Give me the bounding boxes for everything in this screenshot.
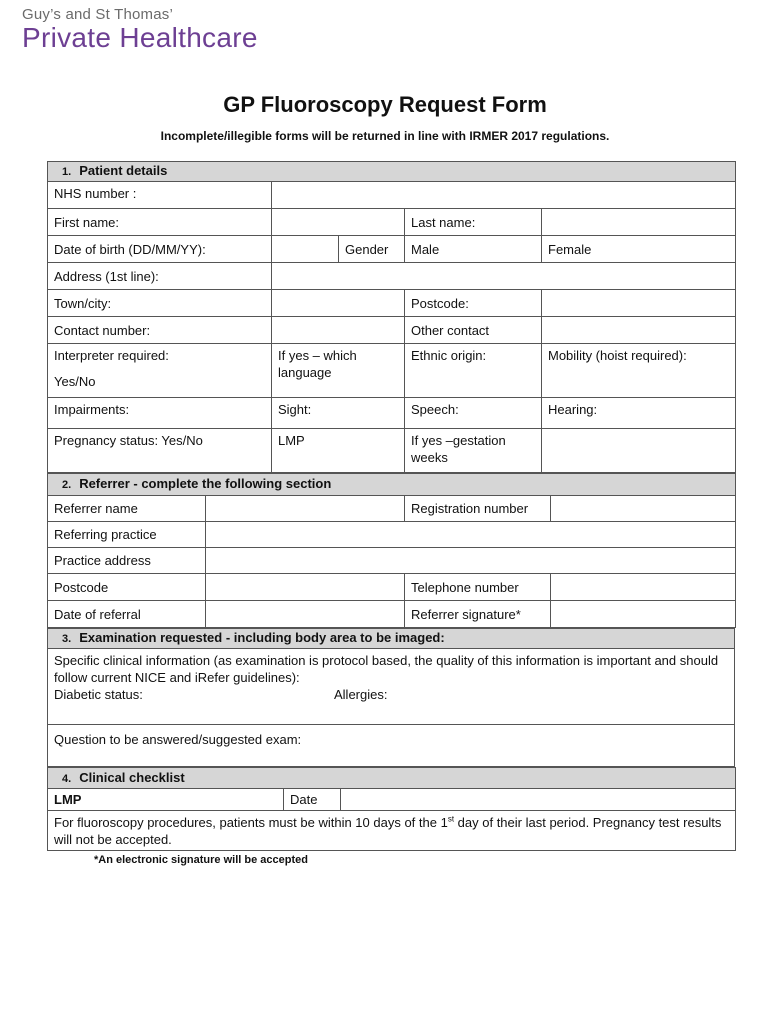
logo-line2: Private Healthcare	[22, 22, 258, 53]
pregnancy-rule-text: For fluoroscopy procedures, patients must be within 10 days of the 1st day of their last period. Pregnancy test results will not be accepted.	[48, 811, 736, 851]
signature-footnote: *An electronic signature will be accepted	[94, 854, 308, 866]
postcode-label: Postcode:	[405, 290, 542, 317]
gender-label: Gender	[339, 236, 405, 263]
question-label: Question to be answered/suggested exam:	[54, 732, 302, 747]
referrer-signature-field[interactable]	[551, 601, 736, 628]
gender-male-option[interactable]: Male	[405, 236, 542, 263]
contact-number-label: Contact number:	[48, 317, 272, 344]
nhs-number-field[interactable]	[272, 182, 736, 209]
last-name-field[interactable]	[542, 209, 736, 236]
speech-label: Speech:	[405, 398, 542, 429]
registration-number-label: Registration number	[405, 496, 551, 522]
checklist-date-label: Date	[284, 789, 341, 811]
sight-label: Sight:	[272, 398, 405, 429]
referrer-signature-label: Referrer signature*	[405, 601, 551, 628]
clinical-info-field[interactable]	[48, 649, 735, 725]
section-4-title: Clinical checklist	[79, 769, 185, 785]
lmp-label: LMP	[272, 429, 405, 473]
section-4-header: 4. Clinical checklist	[48, 768, 736, 789]
patient-details-table	[47, 161, 736, 473]
referrer-name-field[interactable]	[206, 496, 405, 522]
hearing-label: Hearing:	[542, 398, 736, 429]
impairments-label: Impairments:	[48, 398, 272, 429]
logo-line1: Guy’s and St Thomas’	[22, 6, 174, 23]
pregnancy-status-label: Pregnancy status: Yes/No	[48, 429, 272, 473]
dob-label: Date of birth (DD/MM/YY):	[48, 236, 272, 263]
referrer-name-label: Referrer name	[48, 496, 206, 522]
address-field[interactable]	[272, 263, 736, 290]
last-name-label: Last name:	[405, 209, 542, 236]
gestation-field[interactable]	[542, 429, 736, 473]
first-name-field[interactable]	[272, 209, 405, 236]
other-contact-field[interactable]	[542, 317, 736, 344]
gestation-label: If yes –gestation weeks	[405, 429, 542, 473]
dob-field[interactable]	[272, 236, 339, 263]
nhs-number-label: NHS number :	[48, 182, 272, 209]
clinical-info-label: Specific clinical information (as examination is protocol based, the quality of this information is important and should follow current NICE and iRefer guidelines):	[54, 653, 719, 685]
allergies-label: Allergies:	[334, 687, 388, 702]
referring-practice-label: Referring practice	[48, 522, 206, 548]
section-1-title: Patient details	[79, 163, 168, 178]
referring-practice-field[interactable]	[206, 522, 736, 548]
gender-female-option[interactable]: Female	[542, 236, 736, 263]
interpreter-cell	[48, 344, 272, 398]
other-contact-label: Other contact	[405, 317, 542, 344]
first-name-label: First name:	[48, 209, 272, 236]
telephone-number-field[interactable]	[551, 574, 736, 601]
ethnic-origin-label: Ethnic origin:	[405, 344, 542, 398]
referrer-table	[47, 473, 736, 628]
section-1-header: 1. Patient details	[48, 162, 736, 182]
interpreter-label: Interpreter required:	[54, 348, 169, 363]
diabetic-status-label: Diabetic status:	[54, 687, 143, 702]
section-3-title: Examination requested - including body area to be imaged:	[79, 630, 445, 645]
section-3-header: 3. Examination requested - including body area to be imaged:	[48, 629, 735, 649]
mobility-label: Mobility (hoist required):	[542, 344, 736, 398]
section-2-title: Referrer - complete the following section	[79, 476, 332, 491]
town-field[interactable]	[272, 290, 405, 317]
telephone-number-label: Telephone number	[405, 574, 551, 601]
page-subtitle: Incomplete/illegible forms will be returned in line with IRMER 2017 regulations.	[160, 129, 610, 143]
section-2-header: 2. Referrer - complete the following section	[48, 474, 736, 496]
registration-number-field[interactable]	[551, 496, 736, 522]
town-label: Town/city:	[48, 290, 272, 317]
language-label: If yes – which language	[272, 344, 405, 398]
checklist-lmp-label: LMP	[48, 789, 284, 811]
contact-number-field[interactable]	[272, 317, 405, 344]
clinical-checklist-table	[47, 767, 736, 851]
address-label: Address (1st line):	[48, 263, 272, 290]
question-field[interactable]	[48, 725, 735, 767]
request-form	[47, 161, 735, 851]
practice-address-field[interactable]	[206, 548, 736, 574]
postcode-field[interactable]	[542, 290, 736, 317]
date-of-referral-label: Date of referral	[48, 601, 206, 628]
page-title: GP Fluoroscopy Request Form	[223, 92, 547, 117]
referrer-postcode-label: Postcode	[48, 574, 206, 601]
referrer-postcode-field[interactable]	[206, 574, 405, 601]
brand-logo	[22, 6, 258, 52]
checklist-date-field[interactable]	[341, 789, 736, 811]
interpreter-yes-no[interactable]: Yes/No	[54, 374, 96, 389]
date-of-referral-field[interactable]	[206, 601, 405, 628]
examination-table	[47, 628, 735, 767]
practice-address-label: Practice address	[48, 548, 206, 574]
